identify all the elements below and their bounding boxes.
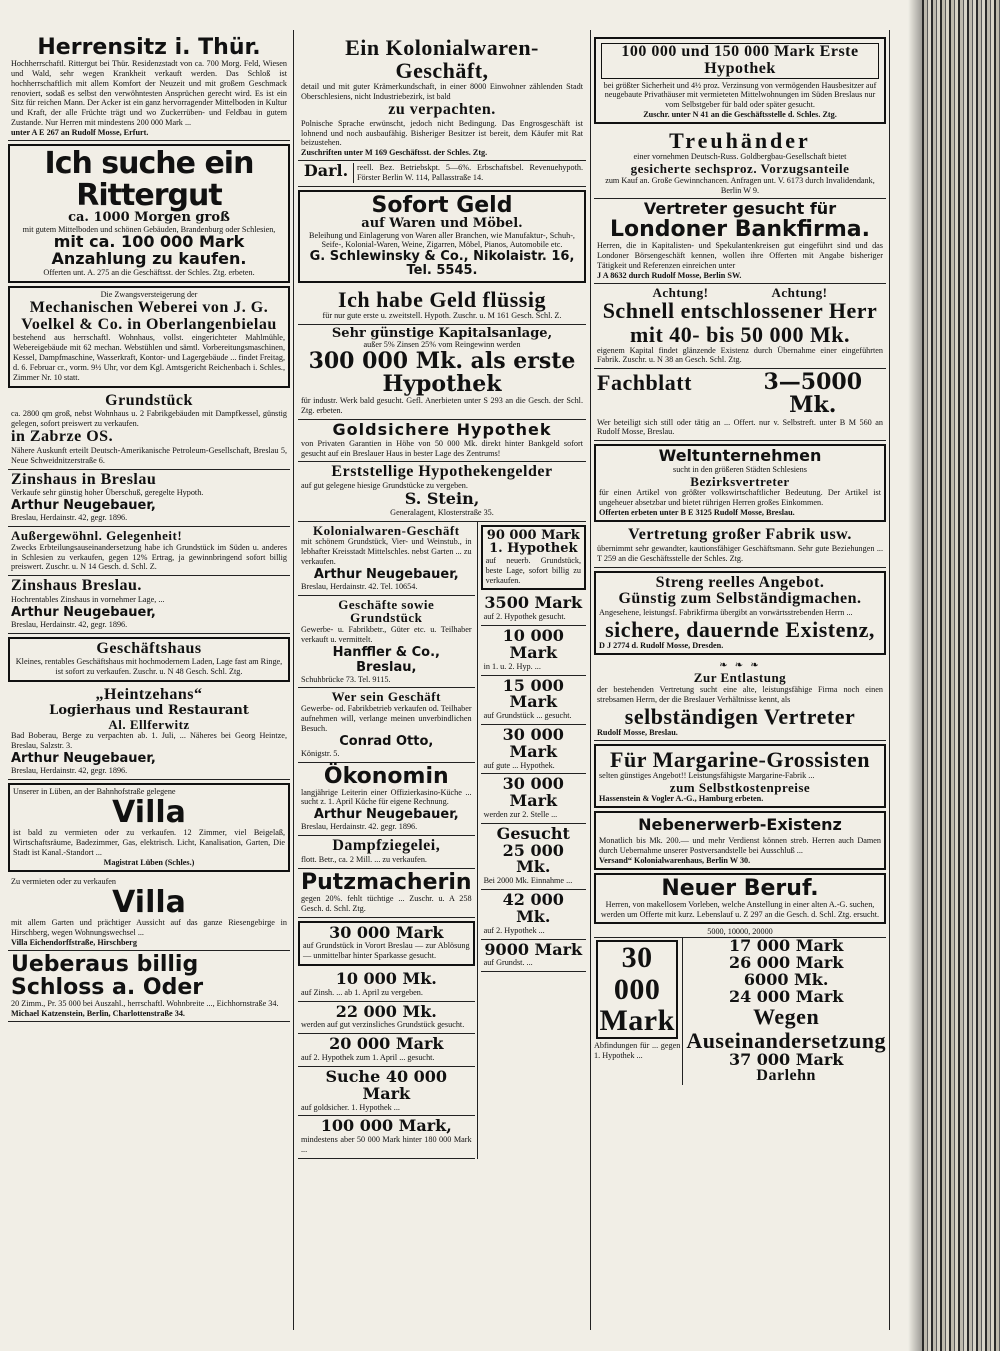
ad-amount: mit 40- bis 50 000 Mk.: [630, 321, 850, 347]
ad-body: langjährige Leiterin einer Offizierkasino-Küche ... sucht z. 1. April Küche für eigene Rechnung.: [301, 787, 472, 807]
ad-title: 30 000 Mark: [596, 940, 678, 1039]
ad-title: Geschäftshaus: [96, 639, 202, 657]
column-3: [594, 34, 886, 1324]
ad-name: Arthur Neugebauer,: [313, 566, 459, 582]
ad-name: Al. Ellferwitz: [108, 716, 190, 732]
ad-title: 22 000 Mk.: [335, 1001, 437, 1021]
ad-body: Beleihung und Einlagerung von Waren aller Branchen, wie Manufaktur-, Schuh-, Seife-, Kolonial-Waren, Weine, Zigarren, Möbel, Pianos, Automobile etc.: [309, 230, 575, 250]
ad-body: mit gutem Mittelboden und schönen Gebäuden, Brandenburg oder Schlesien,: [22, 224, 276, 234]
ad-body: in 1. u. 2. Hyp. ...: [483, 661, 541, 671]
ad-15000-mark: [481, 676, 586, 725]
ad-body-2: Nähere Auskunft erteilt Deutsch-Amerikanische Petroleum-Gesellschaft, Breslau 5, Neue Schweidnitzerstraße 6.: [11, 445, 287, 465]
small-ads-table: [594, 927, 886, 1085]
ad-title: 30 000 Mark: [329, 922, 444, 942]
ad-signature: Zuschr. unter N 41 an die Geschäftsstelle d. Schles. Ztg.: [643, 110, 837, 120]
ad-wegen: Wegen Auseinandersetzung: [686, 1004, 886, 1053]
ad-pretext: Unserer in Lüben, an der Bahnhofstraße gelegene: [13, 786, 176, 796]
ad-6000: 6000 Mk.: [743, 969, 829, 989]
ad-title: 90 000 Mark 1. Hypothek: [486, 527, 580, 557]
ad-sofort-geld: [298, 190, 586, 283]
ad-putzmacherin: [298, 869, 475, 918]
ad-body: für nur gute erste u. zweitstell. Hypoth. Zuschr. u. M 161 Gesch. Schl. Z.: [322, 310, 562, 320]
binding-shadow: [908, 0, 922, 1351]
ad-name: Arthur Neugebauer,: [313, 807, 459, 823]
ad-body: Gewerbe- od. Fabrikbetrieb verkaufen od. Teilhaber aufnehmen will, verlange meinen unverbindlichen Besuch.: [301, 704, 472, 733]
ad-30000-mark: [298, 921, 475, 966]
ad-entlastung: [594, 658, 886, 740]
ad-body: übernimmt sehr gewandter, kautionsfähiger Geschäftsmann. Sehr gute Beziehungen ... T 259 an die Geschäftsstelle der Schles. Ztg.: [597, 543, 883, 563]
ad-subtitle: Bezirksvertreter: [690, 473, 790, 489]
ad-body: werden auf gut verzinsliches Grundstück gesucht.: [301, 1020, 465, 1030]
ad-body: detail und mit guter Krämerkundschaft, in einer 8000 Einwohner zählenden Stadt Oberschlesiens, nicht Industriebezirk, ist bald: [301, 82, 583, 102]
ad-title: 3500 Mark: [484, 593, 583, 613]
ad-10000-mark-b: [481, 626, 586, 675]
ad-body: Hochherrschaftl. Rittergut bei Thür. Residenzstadt von ca. 700 Morg. Feld, Wiesen und Wald, sehr wegen Krankheit verkauft werden. Das Schloß ist hochherrschaftlich mit allem Komfort der Neuzeit und mit großem Geschmack renoviert, sodaß es selbst den verwöhntesten Ansprüchen gerecht wird. Es ist ein Sitz für reichen Mann. Der Acker ist ein ganz hervorragender Mittelboden in Kultur und Kraft, der alle Früchte trägt und wo Zuckerrüben- und Feldbau in gutem Zustande. Nur Herren mit mindestens 200 000 Mark ...: [11, 59, 287, 128]
ad-body: ca. 2800 qm groß, nebst Wohnhaus u. 2 Fabrikgebäuden mit Dampfkessel, günstig gelegen, sofort preiswert zu verkaufen.: [11, 409, 287, 429]
ad-title: Vertretung großer Fabrik usw.: [628, 526, 852, 544]
ad-signature: Versand“ Kolonialwarenhaus, Berlin W 30.: [599, 855, 751, 865]
ad-body: Herren, von makellosem Vorleben, welche Anstellung in einer alten A.-G. suchen, werden um Offerte mit kurz. Lebenslauf u. Z 297 an die Gesch. d. Schl. Ztg. ersucht.: [600, 899, 880, 919]
ad-address: Breslau, Herdainstr. 42. gegr. 1896.: [301, 822, 418, 832]
column-rule: [590, 30, 591, 1330]
ad-body-2: für industr. Werk bald gesucht. Gefl. Anerbieten unter S 293 an die Gesch. der Schl. Ztg. erbeten.: [301, 396, 583, 416]
ad-hypothek-90000: [481, 525, 586, 591]
ad-body: mit schönem Grundstück, Vier- und Weinstub., in lebhafter Kreisstadt Mittelschles. nebst Garten ... zu verkaufen.: [301, 537, 472, 566]
ad-title: Für Margarine-Grossisten: [610, 746, 870, 772]
ad-body: sucht in den größeren Städten Schlesiens: [673, 465, 807, 474]
ad-body: auf Grundstück in Vorort Breslau — zur Ablösung — unmittelbar hinter Sparkasse gesucht.: [303, 941, 470, 961]
ad-kolonial-2: [298, 522, 475, 596]
ad-rittergut: [8, 144, 290, 283]
ad-title: Kolonialwaren-Geschäft: [313, 522, 460, 538]
ad-body: bei größter Sicherheit und 4½ proz. Verzinsung von vermögenden Hausbesitzer auf neugebaute Privathäuser mit vermieteten Mittelwohnungen im Süden Breslaus nur vom Selbstgeber für bald oder später gesucht.: [603, 80, 877, 110]
ad-erste-hypothek: [594, 37, 886, 124]
ad-body: reell. Bez. Betriebskpt. 5—6%. Erbschaftsbel. Revenuehypoth. Förster Berlin W. 114, Pallasstraße 14.: [353, 163, 583, 183]
ad-title-2: Londoner Bankfirma.: [610, 217, 870, 243]
ad-title: 30 000 Mark: [502, 774, 564, 811]
ad-signature: Offerten unt. A. 275 an die Geschäftsst. der Schles. Ztg. erbeten.: [43, 268, 255, 278]
ad-title: Wer sein Geschäft: [331, 689, 441, 705]
ad-name: S. Stein,: [404, 489, 480, 509]
ad-name: G. Schlewinsky & Co., Nikolaistr. 16, Tel. 5545.: [309, 249, 575, 278]
table-left: [594, 938, 680, 1085]
ad-body: einer vornehmen Deutsch-Russ. Goldbergbau-Gesellschaft bietet: [633, 152, 847, 162]
ad-title: Weltunternehmen: [658, 446, 822, 466]
ad-subtitle: gesicherte sechsproz. Vorzugsanteile: [630, 161, 850, 177]
ad-30000-mark-b: [481, 725, 586, 774]
column-rule: [889, 30, 890, 1330]
ad-body: auf Zinsh. ... ab 1. April zu vergeben.: [301, 987, 423, 997]
ad-20000-mark: [298, 1034, 475, 1067]
column-1: [8, 34, 290, 1324]
ad-title: 30 000 Mark: [502, 724, 564, 761]
ad-title: Ökonomin: [323, 763, 449, 789]
ad-title: Herrensitz i. Thür.: [37, 35, 261, 60]
ad-amount: 3—5000 Mk.: [763, 369, 863, 419]
ad-title: Sofort Geld: [371, 192, 513, 218]
ad-zinshaus-breslau-2: [8, 576, 290, 633]
ad-title: Goldsichere Hypothek: [332, 419, 552, 439]
ad-name: Villa Eichendorffstraße, Hirschberg: [11, 937, 137, 947]
ad-body: gegen 20%. fehlt tüchtige ... Zuschr. u. A 258 Gesch. d. Schl. Ztg.: [301, 893, 472, 913]
ad-body: mit allem Garten und prächtiger Aussicht auf das ganze Riesengebirge in Hirschberg, wegen Wohnungswechsel ...: [11, 918, 287, 937]
ad-title: Zur Entlastung: [693, 670, 787, 686]
ad-heading: Schnell entschlossener Herr: [602, 298, 878, 324]
ad-name: Hanffler & Co., Breslau,: [332, 644, 440, 675]
ad-body: von Privaten Garantien in Höhe von 50 000 Mk. direkt hinter Bankgeld sofort gesucht auf ein Breslauer Haus in bester Lage des Zentrums!: [301, 438, 583, 458]
ad-title: Ein Kolonialwaren-Geschäft,: [345, 35, 539, 84]
ad-amount: mit ca. 100 000 Mark Anzahlung zu kaufen.: [51, 232, 247, 269]
ad-signature: J A 8632 durch Rudolf Mosse, Berlin SW.: [597, 270, 742, 280]
ad-kolonialwaren: [298, 34, 586, 161]
ad-100000-mark: [298, 1116, 475, 1158]
ad-heading: zu verpachten.: [388, 100, 496, 118]
ad-body: auf Grundst. ...: [483, 958, 533, 968]
ad-name-2: Arthur Neugebauer,: [11, 750, 156, 766]
table-right: [682, 938, 886, 1085]
ad-22000-mk: [298, 1002, 475, 1035]
ad-subtitle: sichere, dauernde Existenz,: [605, 617, 875, 643]
ad-body: Kleines, rentables Geschäftshaus mit hochmodernem Laden, Lage fast am Ringe, ist sofort zu verkaufen. Zuschr. u. N 48 Gesch. Schl. Ztg.: [15, 657, 283, 677]
ad-body: auf gut gelegene hiesige Grundstücke zu vergeben.: [301, 481, 468, 491]
ad-body: 20 Zimm., Pr. 35 000 bei Auszahl., herrschaftl. Wohnbreite ..., Eichhornstraße 34.: [11, 998, 279, 1008]
col2-right: [477, 522, 586, 1159]
ad-fachblatt: [594, 369, 886, 441]
ad-margarine: [594, 744, 886, 809]
ad-name: Conrad Otto,: [339, 733, 434, 749]
ad-body: Herren, die in Kapitalisten- und Spekulantenkreisen gut eingeführt sind und das Londoner Börsengeschäft kennen, wollen ihre Offerten mit Angabe bisheriger Tätigkeit und Referenzen einreichen unter: [597, 241, 883, 270]
ad-address: Breslau, Herdainstr. 42, gegr. 1896.: [11, 619, 128, 629]
ad-herrensitz: [8, 34, 290, 141]
ad-9000-mark: [481, 940, 586, 973]
ad-title: 10 000 Mark: [502, 626, 564, 662]
ad-signature: Offerten erbeten unter B E 3125 Rudolf Mosse, Breslau.: [599, 508, 795, 518]
ad-title: 15 000 Mark: [502, 675, 564, 712]
ad-title: Ueberaus billig Schloss a. Oder: [11, 951, 204, 1000]
ad-37000: 37 000 Mark: [728, 1049, 844, 1069]
ad-darlehen: [298, 161, 586, 187]
ad-26000: 26 000 Mark: [728, 953, 844, 973]
ad-subtitle: zum Selbstkostenpreise: [669, 779, 811, 795]
ad-geschaefte: [298, 596, 475, 689]
ad-body: ist bald zu vermieten oder zu verkaufen. 12 Zimmer, viel Beigelaß, Wirtschaftsräume, Badezimmer, Gas, elektrisch. Licht, Kanalisation, Garten, Die Stadt ist Kanal.-Standort ...: [13, 828, 285, 857]
ad-40000-mark: [298, 1067, 475, 1116]
ad-vertretung: [594, 525, 886, 567]
ad-address: Generalagent, Klosterstraße 35.: [390, 507, 494, 517]
ad-kapitalanlage: [298, 325, 586, 420]
ad-signature: Rudolf Mosse, Breslau.: [597, 727, 678, 737]
ad-heintzehans: [8, 685, 290, 780]
ad-neuer-beruf: [594, 873, 886, 925]
ad-zinshaus-breslau: [8, 470, 290, 527]
ad-darlehn: Darlehn: [756, 1067, 816, 1085]
ad-subtitle: selbständigen Vertreter: [624, 703, 856, 729]
ad-address: Schuhbrücke 73. Tel. 9115.: [301, 674, 391, 684]
ad-body: Angesehene, leistungsf. Fabrikfirma übergibt an vorwärtsstrebenden Herrn ...: [599, 608, 853, 618]
ad-body-2: Polnische Sprache erwünscht, jedoch nicht Bedingung. Das Engrosgeschäft ist lohnend und noch ausbaufähig. Bisheriger Besitzer ist bereit, dem Käufer mit Rat beizustehen.: [301, 118, 583, 148]
ad-3500-mark: [481, 593, 586, 626]
ad-body: auf gute ... Hypothek.: [483, 760, 555, 770]
ad-title: Putzmacherin: [301, 869, 472, 895]
ad-nebenerwerb: [594, 811, 886, 869]
ornament-icon: ❧ ❧ ❧: [719, 660, 761, 672]
ad-villa-vermieten: [8, 875, 290, 951]
ad-title: Fachblatt: [597, 370, 692, 396]
ad-title: Villa: [112, 794, 186, 830]
ad-schloss-oder: [8, 951, 290, 1022]
ad-body: auf 2. Hypothek gesucht.: [483, 612, 566, 622]
ad-body: eigenem Kapital findet glänzende Existenz durch Übernahme einer eingeführten Fabrik. Zuschr. u. N 38 an Gesch. Schl. Ztg.: [597, 345, 883, 365]
ad-body: auf goldsicher. 1. Hypothek ...: [301, 1102, 400, 1112]
ad-body: Gewerbe- u. Fabrikbetr., Güter etc. u. Teilhaber verkauft u. vermittelt.: [301, 624, 472, 644]
ad-body: Wer beteiligt sich still oder tätig an ... Offert. nur v. Selbstreft. unter B M 560 an Rudolf Mosse, Breslau.: [597, 417, 883, 437]
ad-amount: 300 000 Mk. als erste Hypothek: [308, 348, 576, 398]
ad-body: werden zur 2. Stelle ...: [483, 810, 558, 820]
ad-grundstueck-zabrze: [8, 391, 290, 470]
ad-bankfirma: [594, 199, 886, 283]
ad-title: 9000 Mark: [484, 939, 583, 959]
ad-body: außer 5% Zinsen 25% vom Reingewinn werden: [363, 340, 521, 350]
ad-body-2: für einen Artikel von größter volkswirtschaftlicher Bedeutung. Der Artikel ist ungeheuer absetzbar und bietet rührigen Herren großes Einkommen.: [599, 488, 881, 508]
ad-17000: 17 000 Mark: [728, 936, 844, 956]
ad-title: Villa: [112, 884, 186, 920]
ad-signature: Zuschriften unter M 169 Geschäftsst. der Schles. Ztg.: [301, 148, 488, 158]
ad-42000-mk: [481, 890, 586, 939]
ad-title: 42 000 Mk.: [502, 890, 564, 926]
ad-title: Vertreter gesucht für: [643, 199, 837, 219]
ad-title: Außergewöhnl. Gelegenheit!: [11, 528, 183, 544]
ad-body: Monatlich bis Mk. 200.— und mehr Verdienst können streb. Herren auch Damen durch Uebernahme unserer Postversandstelle bei Ausschluß ...: [599, 835, 881, 855]
ad-title: Ich habe Geld flüssig: [338, 286, 546, 312]
column-rule: [293, 30, 294, 1330]
ad-signature: Michael Katzenstein, Berlin, Charlottenstraße 34.: [11, 1008, 185, 1018]
ad-name: Arthur Neugebauer,: [11, 604, 156, 620]
ad-title: 20 000 Mark: [329, 1034, 444, 1054]
ad-title: Dampfziegelei,: [332, 837, 441, 855]
ad-title: Achtung! Achtung!: [652, 284, 828, 300]
ad-body: mindestens aber 50 000 Mark hinter 180 000 Mark ...: [301, 1135, 472, 1155]
ad-subtitle: ca. 1000 Morgen groß: [68, 210, 230, 225]
ad-title: Ich suche ein Rittergut: [44, 146, 254, 213]
ad-title: Treuhänder: [669, 128, 811, 154]
ad-30000-mark-c: [481, 774, 586, 823]
ad-subtitle: Logierhaus und Restaurant: [49, 702, 249, 718]
ad-title: Gesucht 25 000 Mk.: [496, 823, 570, 877]
ad-aussergewoehnlich: [8, 527, 290, 576]
ad-pretext: Zu vermieten oder zu verkaufen: [11, 876, 117, 886]
ad-treuhaender: [594, 127, 886, 199]
ad-address: Breslau, Herdainstr. 42, gegr. 1896.: [11, 513, 128, 523]
ad-title: Zinshaus Breslau.: [11, 577, 142, 595]
ad-place: in Zabrze OS.: [11, 428, 114, 446]
ad-address: Königstr. 5.: [301, 748, 340, 758]
ad-weberei: [8, 286, 290, 388]
ad-wer-geschaeft: [298, 688, 475, 762]
ad-geld-fluessig: [298, 286, 586, 325]
ad-title: „Heintzehans“: [95, 686, 203, 704]
ad-body: selten günstiges Angebot!! Leistungsfähigste Margarine-Fabrik ...: [599, 770, 815, 780]
ad-name: Arthur Neugebauer,: [11, 498, 156, 514]
ad-title: Grundstück: [105, 391, 193, 409]
ad-title: Darl.: [303, 161, 349, 181]
ad-signature: Hassenstein & Vogler A.-G., Hamburg erbeten.: [599, 794, 764, 804]
ad-title: Suche 40 000 Mark: [325, 1066, 448, 1103]
ad-address: Breslau, Herdainstr. 42. Tel. 10654.: [301, 581, 418, 591]
ad-address: Breslau, Herdainstr. 42, gegr. 1896.: [11, 765, 128, 775]
ad-dampfziegelei: [298, 836, 475, 869]
ad-title: Erststellige Hypothekengelder: [331, 463, 553, 481]
ad-body: auf Grundstück ... gesucht.: [483, 711, 572, 721]
ad-title: Zinshaus in Breslau: [11, 470, 157, 488]
col2-left: [298, 522, 475, 1159]
ad-body: Bei 2000 Mk. Einnahme ...: [483, 876, 573, 886]
ad-24000: 24 000 Mark: [728, 986, 844, 1006]
ad-erststellig: [298, 462, 586, 521]
ad-body: bestehend aus herrschaftl. Wohnhaus, vollst. eingerichteter Mahlmühle, Webereigebäude mit 62 mechan. Webstühlen und sämtl. Vorbereitungsmaschinen, Kessel, Dampfmaschine, Wasserkraft, Kontor- und Lagergebäude ... findet Freitag, d. 6. Februar cr., vorm. 9½ Uhr, vor dem Kgl. Amtsgericht Reichenbach i. Schles., Zimmer Nr. 10 statt.: [13, 333, 285, 382]
ad-title: Streng reelles Angebot.: [655, 573, 825, 591]
ad-signature: Magistrat Lüben (Schles.): [103, 857, 195, 867]
ad-body: Abfindungen für ... gegen 1. Hypothek ...: [594, 1040, 681, 1060]
ad-body: auf 2. Hypothek ...: [483, 925, 545, 935]
ad-signature: unter A E 267 an Rudolf Mosse, Erfurt.: [11, 128, 149, 137]
ad-signature: D J 2774 d. Rudolf Mosse, Dresden.: [599, 641, 724, 651]
ad-pretext: Die Zwangsversteigerung der: [100, 289, 198, 299]
ad-title: Nebenerwerb-Existenz: [638, 815, 842, 835]
ad-body: auf 2. Hypothek zum 1. April ... gesucht.: [301, 1053, 435, 1063]
ad-geschaeftshaus: [8, 637, 290, 682]
ad-title: 100 000 und 150 000 Mark Erste Hypothek: [601, 43, 879, 79]
ad-subtitle: auf Waren und Möbel.: [361, 215, 523, 231]
ad-weltunternehmen: [594, 444, 886, 522]
ad-body-2: zum Kauf an. Große Gewinnchancen. Anfragen unt. V. 6173 durch Invalidendank, Berlin W 9.: [605, 175, 875, 195]
ad-10000-mk: [298, 969, 475, 1002]
ad-25000-mk: [481, 824, 586, 890]
ad-title: Neuer Beruf.: [661, 875, 819, 901]
ad-achtung: [594, 284, 886, 370]
ad-oekonomin: [298, 763, 475, 837]
ad-villa-luebau: [8, 783, 290, 872]
ad-body: der bestehenden Vertretung sucht eine alte, leistungsfähige Firma noch einen strebsamen Herrn, der die Breslauer Verhältnisse kennt, als: [597, 684, 883, 704]
ad-title: 100 000 Mark,: [320, 1116, 452, 1136]
ad-body: Bad Boberau, Berge zu verpachten ab. 1. Juli, ... Näheres bei Georg Heintze, Breslau, Salzstr. 3.: [11, 731, 287, 751]
ad-heading: Günstig zum Selbständigmachen.: [618, 590, 862, 608]
ad-title: Geschäfte sowie Grundstück: [338, 596, 435, 626]
ad-body: flott. Betr., ca. 2 Mill. ... zu verkaufen.: [301, 854, 427, 864]
page-edges: [922, 0, 1000, 1351]
ad-body: Hochrentables Zinshaus in vornehmer Lage, ...: [11, 595, 165, 604]
ad-body: Zwecks Erbteilungsauseinandersetzung habe ich Grundstück im Süden u. anderes in Schlesien zu verkaufen, gegen 12% Ertrag, ja gewinnbringend sofort billig preiswert. Zuschr. u. N 14 Gesch. d. Schl. Z.: [11, 542, 287, 572]
ad-title: Mechanischen Weberei von J. G. Voelkel & Co. in Oberlangenbielau: [21, 298, 277, 333]
ad-title: Sehr günstige Kapitalsanlage,: [331, 325, 553, 341]
ad-body: Verkaufe sehr günstig hoher Überschuß, geregelte Hypoth.: [11, 488, 204, 498]
table-header: 5000, 10000, 20000: [594, 927, 886, 938]
ad-angebot: [594, 571, 886, 656]
col2-split-section: [298, 522, 586, 1159]
ad-goldsichere: [298, 420, 586, 462]
column-2: [298, 34, 586, 1324]
ad-title: 10 000 Mk.: [335, 969, 437, 989]
ad-body: auf neuerb. Grundstück, beste Lage, sofort billig zu verkaufen.: [485, 555, 581, 585]
